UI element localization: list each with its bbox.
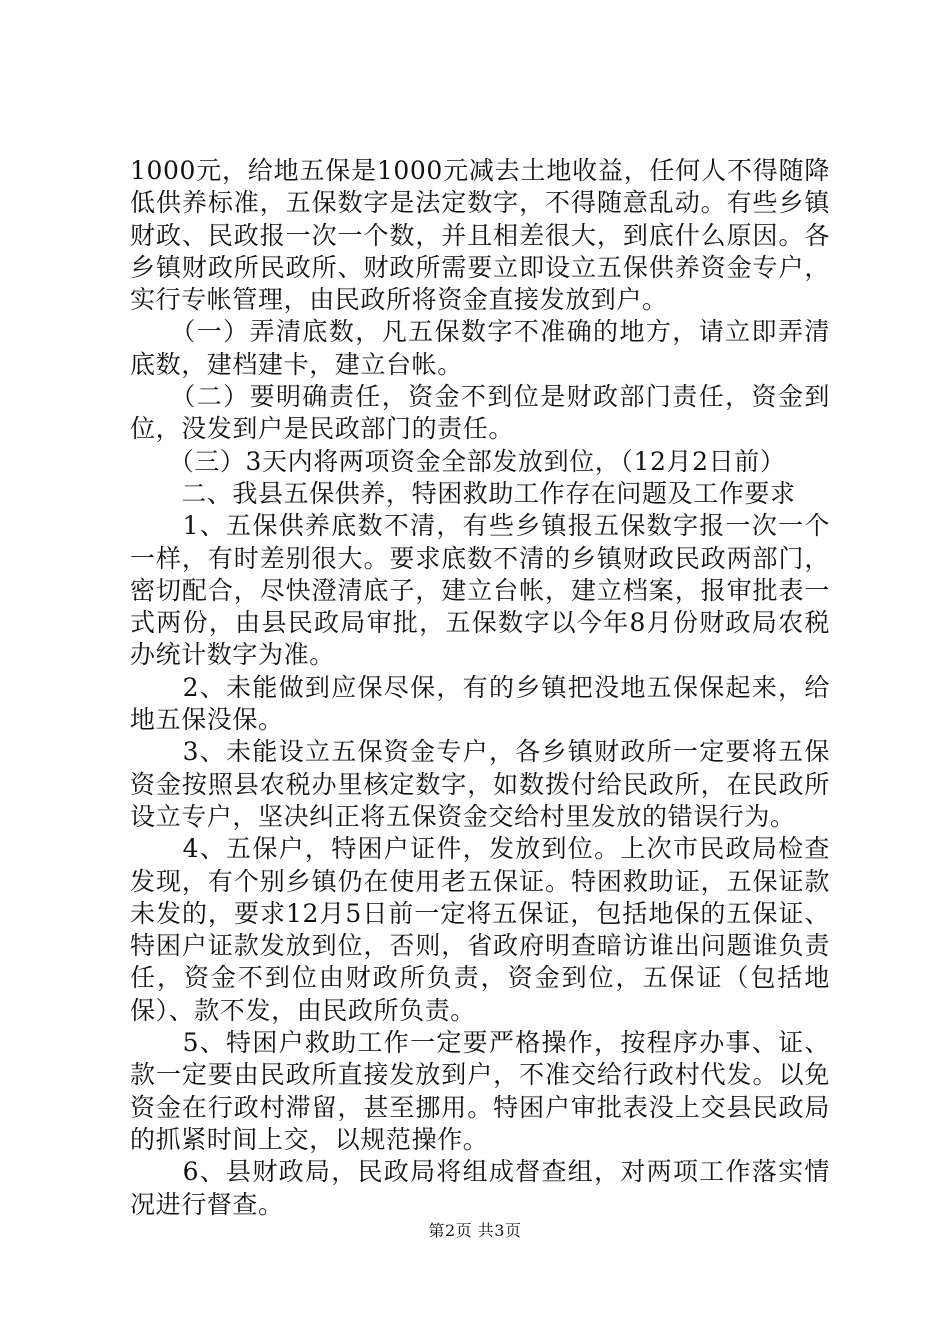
page-number-footer: 第2页 共3页 (428, 1221, 522, 1240)
paragraph: 1000元，给地五保是1000元减去土地收益，任何人不得随降低供养标准，五保数字是法定数字，不得随意乱动。有些乡镇财政、民政报一次一个数，并且相差很大，到底什么原因。各乡镇财政所民政所、财政所需要立即设立五保供养资金专户，实行专帐管理，由民政所将资金直接发放到户。 (130, 156, 830, 315)
paragraph: （三）3天内将两项资金全部发放到位，（12月2日前） (130, 446, 786, 476)
paragraph: 3、未能设立五保资金专户，各乡镇财政所一定要将五保资金按照县农税办里核定数字，如数拨付给民政所，在民政所设立专户，坚决纠正将五保资金交给村里发放的错误行为。 (130, 737, 830, 831)
paragraph: 5、特困户救助工作一定要严格操作，按程序办事、证、款一定要由民政所直接发放到户，不准交给行政村代发。以免资金在行政村滞留，甚至挪用。特困户审批表没上交县民政局的抓紧时间上交，以规范操作。 (130, 1028, 830, 1154)
paragraph: 6、县财政局，民政局将组成督查组，对两项工作落实情况进行督查。 (130, 1157, 830, 1219)
document-body (130, 155, 830, 1221)
paragraph: 1、五保供养底数不清，有些乡镇报五保数字报一次一个一样，有时差别很大。要求底数不清的乡镇财政民政两部门，密切配合，尽快澄清底子，建立台帐，建立档案，报审批表一式两份，由县民政局审批，五保数字以今年8月份财政局农税办统计数字为准。 (130, 511, 830, 670)
paragraph: 2、未能做到应保尽保，有的乡镇把没地五保保起来，给地五保没保。 (130, 672, 830, 735)
section-heading: 二、我县五保供养，特困救助工作存在问题及工作要求 (130, 478, 796, 508)
paragraph: （一）弄清底数，凡五保数字不准确的地方，请立即弄清底数，建档建卡，建立台帐。 (130, 317, 830, 379)
paragraph: 4、五保户，特困户证件，发放到位。上次市民政局检查发现，有个别乡镇仍在使用老五保证。特困救助证，五保证款未发的，要求12月5日前一定将五保证，包括地保的五保证、特困户证款发放到位，否则，省政府明查暗访谁出问题谁负责任，资金不到位由财政所负责，资金到位，五保证（包括地保）、款不发，由民政所负责。 (130, 834, 830, 1025)
paragraph: （二）要明确责任，资金不到位是财政部门责任，资金到位，没发到户是民政部门的责任。 (130, 382, 830, 444)
